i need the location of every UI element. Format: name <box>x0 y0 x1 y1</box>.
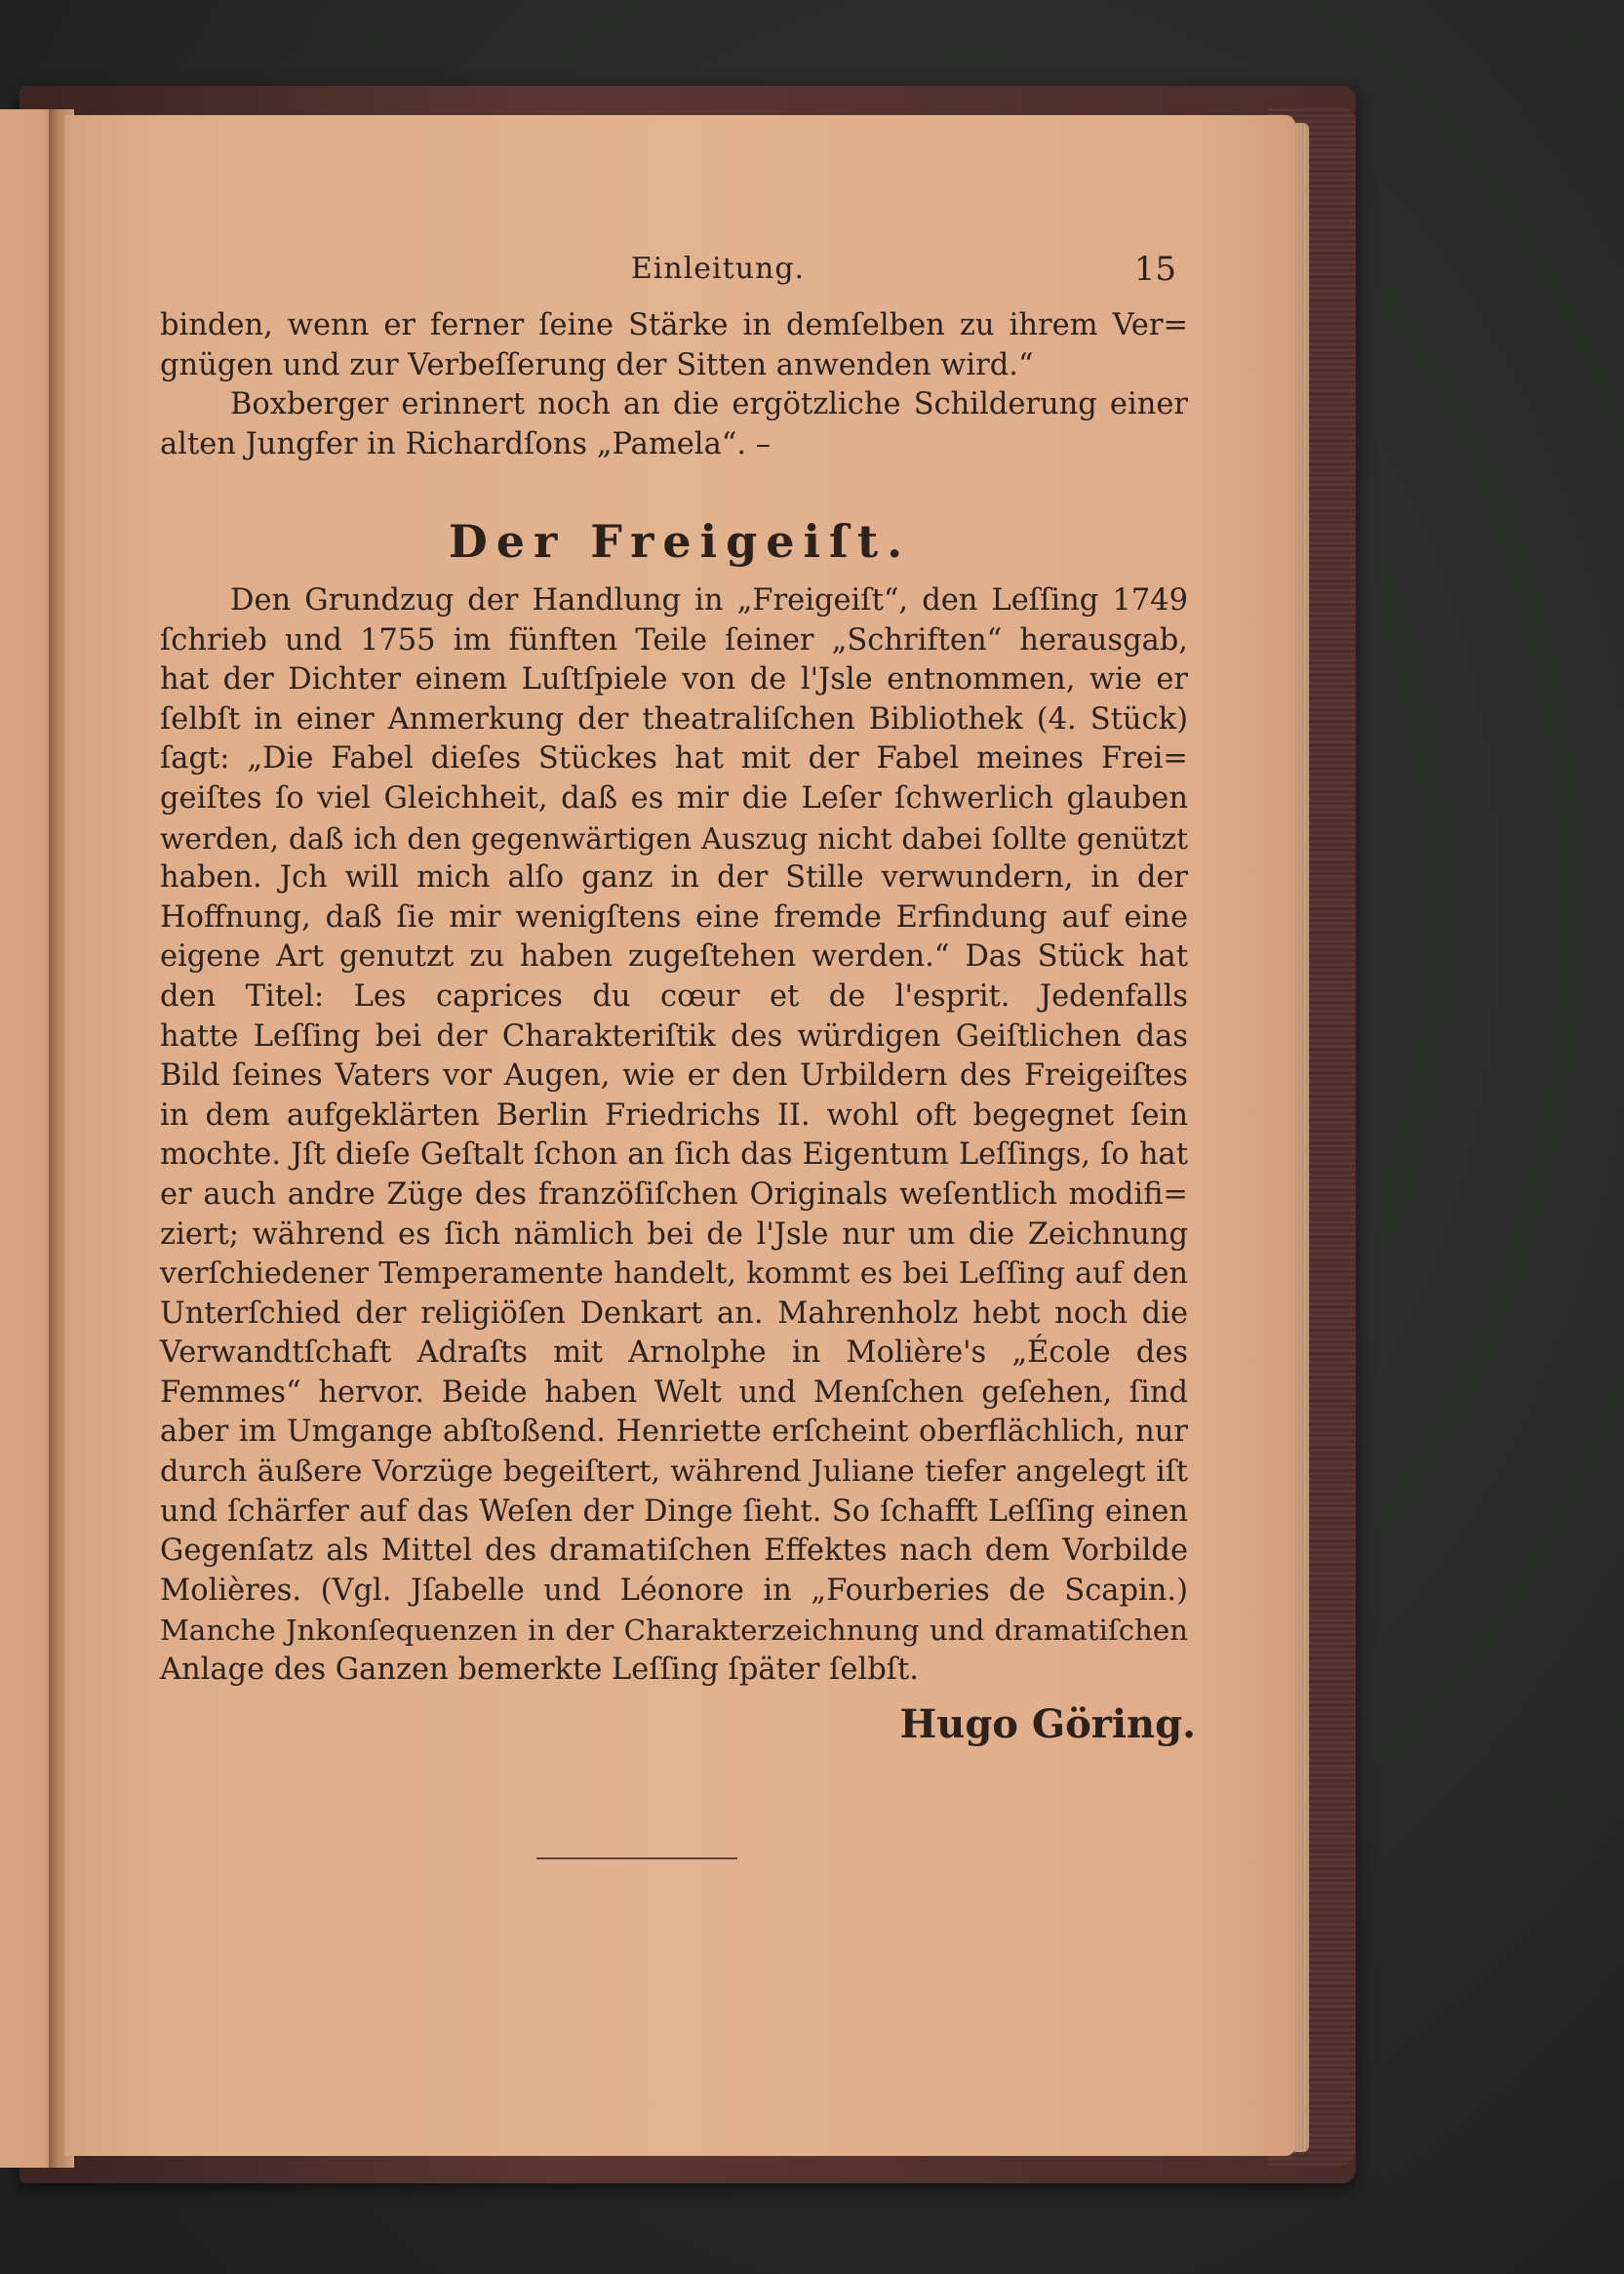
text-line: Verwandtſchaft Adraſts mit Arnolphe in Molière's „École des <box>160 1336 1188 1371</box>
end-rule <box>536 1857 737 1859</box>
text-line: Femmes“ hervor. Beide haben Welt und Menſchen geſehen, ſind <box>160 1375 1188 1410</box>
text-line: hatte Leſſing bei der Charakteriſtik des würdigen Geiſtlichen das <box>160 1018 1188 1054</box>
text-line: aber im Umgange abſtoßend. Henriette erſcheint oberflächlich, nur <box>160 1415 1188 1450</box>
text-line: Gegenſatz als Mittel des dramatiſchen Effektes nach dem Vorbilde <box>160 1534 1188 1569</box>
author-signature: Hugo Göring. <box>899 1701 1196 1747</box>
text-line: in dem aufgeklärten Berlin Friedrichs II. wohl oft begegnet ſein <box>160 1097 1188 1133</box>
page-number: 15 <box>1133 250 1176 289</box>
text-line: ſelbſt in einer Anmerkung der theatraliſchen Bibliothek (4. Stück) <box>160 701 1188 737</box>
text-line: und ſchärfer auf das Weſen der Dinge ſieht. So ſchafft Leſſing einen <box>160 1494 1188 1529</box>
page-text <box>64 115 1295 2156</box>
text-line: er auch andre Züge des franzöſiſchen Originals weſentlich modifi= <box>160 1177 1188 1212</box>
text-line: Hoffnung, daß ſie mir wenigſtens eine fremde Erfindung auf eine <box>160 899 1188 935</box>
text-line: alten Jungfer in Richardſons „Pamela“. – <box>160 426 771 461</box>
text-line: ziert; während es ſich nämlich bei de l'Jsle nur um die Zeichnung <box>160 1217 1188 1252</box>
text-line: hat der Dichter einem Luſtſpiele von de l'Jsle entnommen, wie er <box>160 662 1188 698</box>
running-title: Einleitung. <box>630 252 806 286</box>
section-title: Der Freigeiſt. <box>448 515 912 568</box>
text-line: geiſtes ſo viel Gleichheit, daß es mir die Leſer ſchwerlich glauben <box>160 780 1188 816</box>
text-line: binden, wenn er ferner ſeine Stärke in demſelben zu ihrem Ver= <box>160 308 1188 342</box>
text-line: Unterſchied der religiöſen Denkart an. Mahrenholz hebt noch die <box>160 1296 1188 1331</box>
text-line: haben. Jch will mich alſo ganz in der Stille verwundern, in der <box>160 860 1188 896</box>
text-line: den Titel: Les caprices du cœur et de l'esprit. Jedenfalls <box>160 978 1188 1014</box>
text-line: verſchiedener Temperamente handelt, kommt es bei Leſſing auf den <box>160 1257 1188 1292</box>
book-page <box>64 115 1295 2156</box>
text-line: mochte. Jſt dieſe Geſtalt ſchon an ſich das Eigentum Leſſings, ſo hat <box>160 1137 1188 1173</box>
page-stack-edge <box>1293 123 1309 2152</box>
text-line: Boxberger erinnert noch an die ergötzliche Schilderung einer <box>230 387 1188 421</box>
text-line: ſagt: „Die Fabel dieſes Stückes hat mit der Fabel meines Frei= <box>160 741 1188 777</box>
text-line: werden, daß ich den gegenwärtigen Auszug nicht dabei ſollte genützt <box>160 821 1188 856</box>
text-line: Molières. (Vgl. Jſabelle und Léonore in „Fourberies de Scapin.) <box>160 1573 1188 1608</box>
text-line: eigene Art genutzt zu haben zugeſtehen werden.“ Das Stück hat <box>160 939 1188 975</box>
text-line: ſchrieb und 1755 im fünften Teile ſeiner „Schriften“ herausgab, <box>160 622 1188 658</box>
text-line: Manche Jnkonſequenzen in der Charakterzeichnung und dramatiſchen <box>160 1614 1188 1648</box>
intro-paragraph-2 <box>160 385 1188 464</box>
text-line: Den Grundzug der Handlung in „Freigeiſt“, den Leſſing 1749 <box>230 583 1188 618</box>
text-line: Bild ſeines Vaters vor Augen, wie er den Urbildern des Freigeiſtes <box>160 1058 1188 1094</box>
text-line: gnügen und zur Verbeſſerung der Sitten anwenden wird.“ <box>160 347 1034 382</box>
text-line: Anlage des Ganzen bemerkte Leſſing ſpäter ſelbſt. <box>160 1653 919 1688</box>
intro-paragraph-1 <box>160 306 1188 385</box>
text-line: durch äußere Vorzüge begeiſtert, während Juliane tiefer angelegt iſt <box>160 1455 1188 1490</box>
main-paragraph <box>160 581 1188 1691</box>
